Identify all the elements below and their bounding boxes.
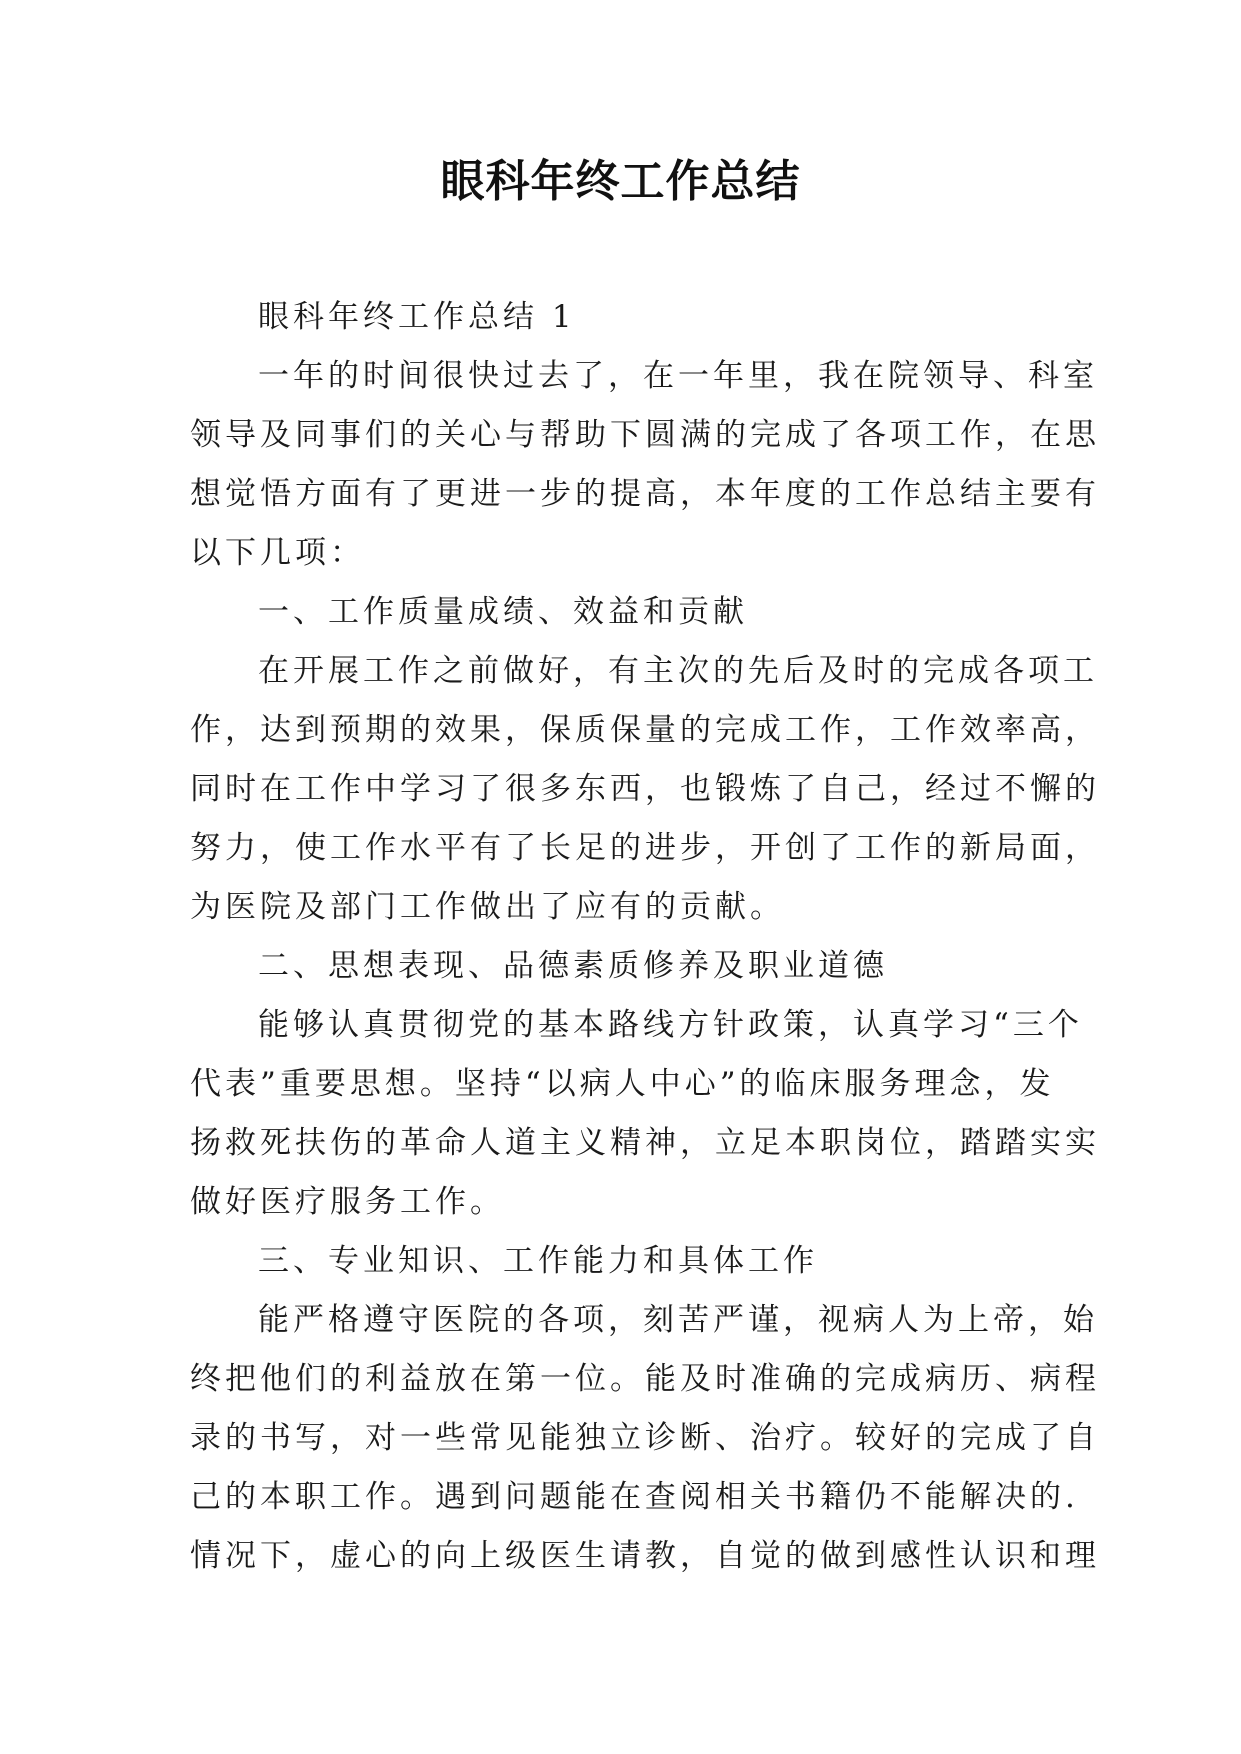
paragraph-line: 代表”重要思想。坚持“以病人中心”的临床服务理念，发 bbox=[190, 1066, 1055, 1102]
paragraph-line: 能够认真贯彻党的基本路线方针政策，认真学习“三个 bbox=[258, 1007, 1083, 1043]
paragraph-line: 能严格遵守医院的各项，刻苦严谨，视病人为上帝，始 bbox=[258, 1302, 1098, 1338]
paragraph-line: 一年的时间很快过去了，在一年里，我在院领导、科室 bbox=[258, 358, 1098, 394]
paragraph-line: 情况下，虚心的向上级医生请教，自觉的做到感性认识和理 bbox=[190, 1538, 1100, 1574]
paragraph-line: 以下几项： bbox=[190, 535, 365, 571]
section-heading: 一、工作质量成绩、效益和贡献 bbox=[258, 594, 748, 630]
section-heading: 三、专业知识、工作能力和具体工作 bbox=[258, 1243, 818, 1279]
document-title: 眼科年终工作总结 bbox=[440, 156, 801, 207]
paragraph-line: 做好医疗服务工作。 bbox=[190, 1184, 505, 1220]
section-heading: 二、思想表现、品德素质修养及职业道德 bbox=[258, 948, 888, 984]
document-body bbox=[190, 288, 1100, 1586]
paragraph-line: 想觉悟方面有了更进一步的提高，本年度的工作总结主要有 bbox=[190, 476, 1100, 512]
paragraph-line: 为医院及部门工作做出了应有的贡献。 bbox=[190, 889, 785, 925]
paragraph-line: 扬救死扶伤的革命人道主义精神，立足本职岗位，踏踏实实 bbox=[190, 1125, 1100, 1161]
paragraph-line: 领导及同事们的关心与帮助下圆满的完成了各项工作，在思 bbox=[190, 417, 1100, 453]
paragraph-line: 己的本职工作。遇到问题能在查阅相关书籍仍不能解决的. bbox=[190, 1479, 1079, 1515]
paragraph-line: 努力，使工作水平有了长足的进步，开创了工作的新局面， bbox=[190, 830, 1100, 866]
paragraph-line: 在开展工作之前做好，有主次的先后及时的完成各项工 bbox=[258, 653, 1098, 689]
paragraph-line: 录的书写，对一些常见能独立诊断、治疗。较好的完成了自 bbox=[190, 1420, 1100, 1456]
section-heading-1: 眼科年终工作总结 1 bbox=[258, 299, 576, 335]
paragraph-line: 作，达到预期的效果，保质保量的完成工作，工作效率高， bbox=[190, 712, 1100, 748]
paragraph-line: 终把他们的利益放在第一位。能及时准确的完成病历、病程 bbox=[190, 1361, 1100, 1397]
paragraph-line: 同时在工作中学习了很多东西，也锻炼了自己，经过不懈的 bbox=[190, 771, 1100, 807]
